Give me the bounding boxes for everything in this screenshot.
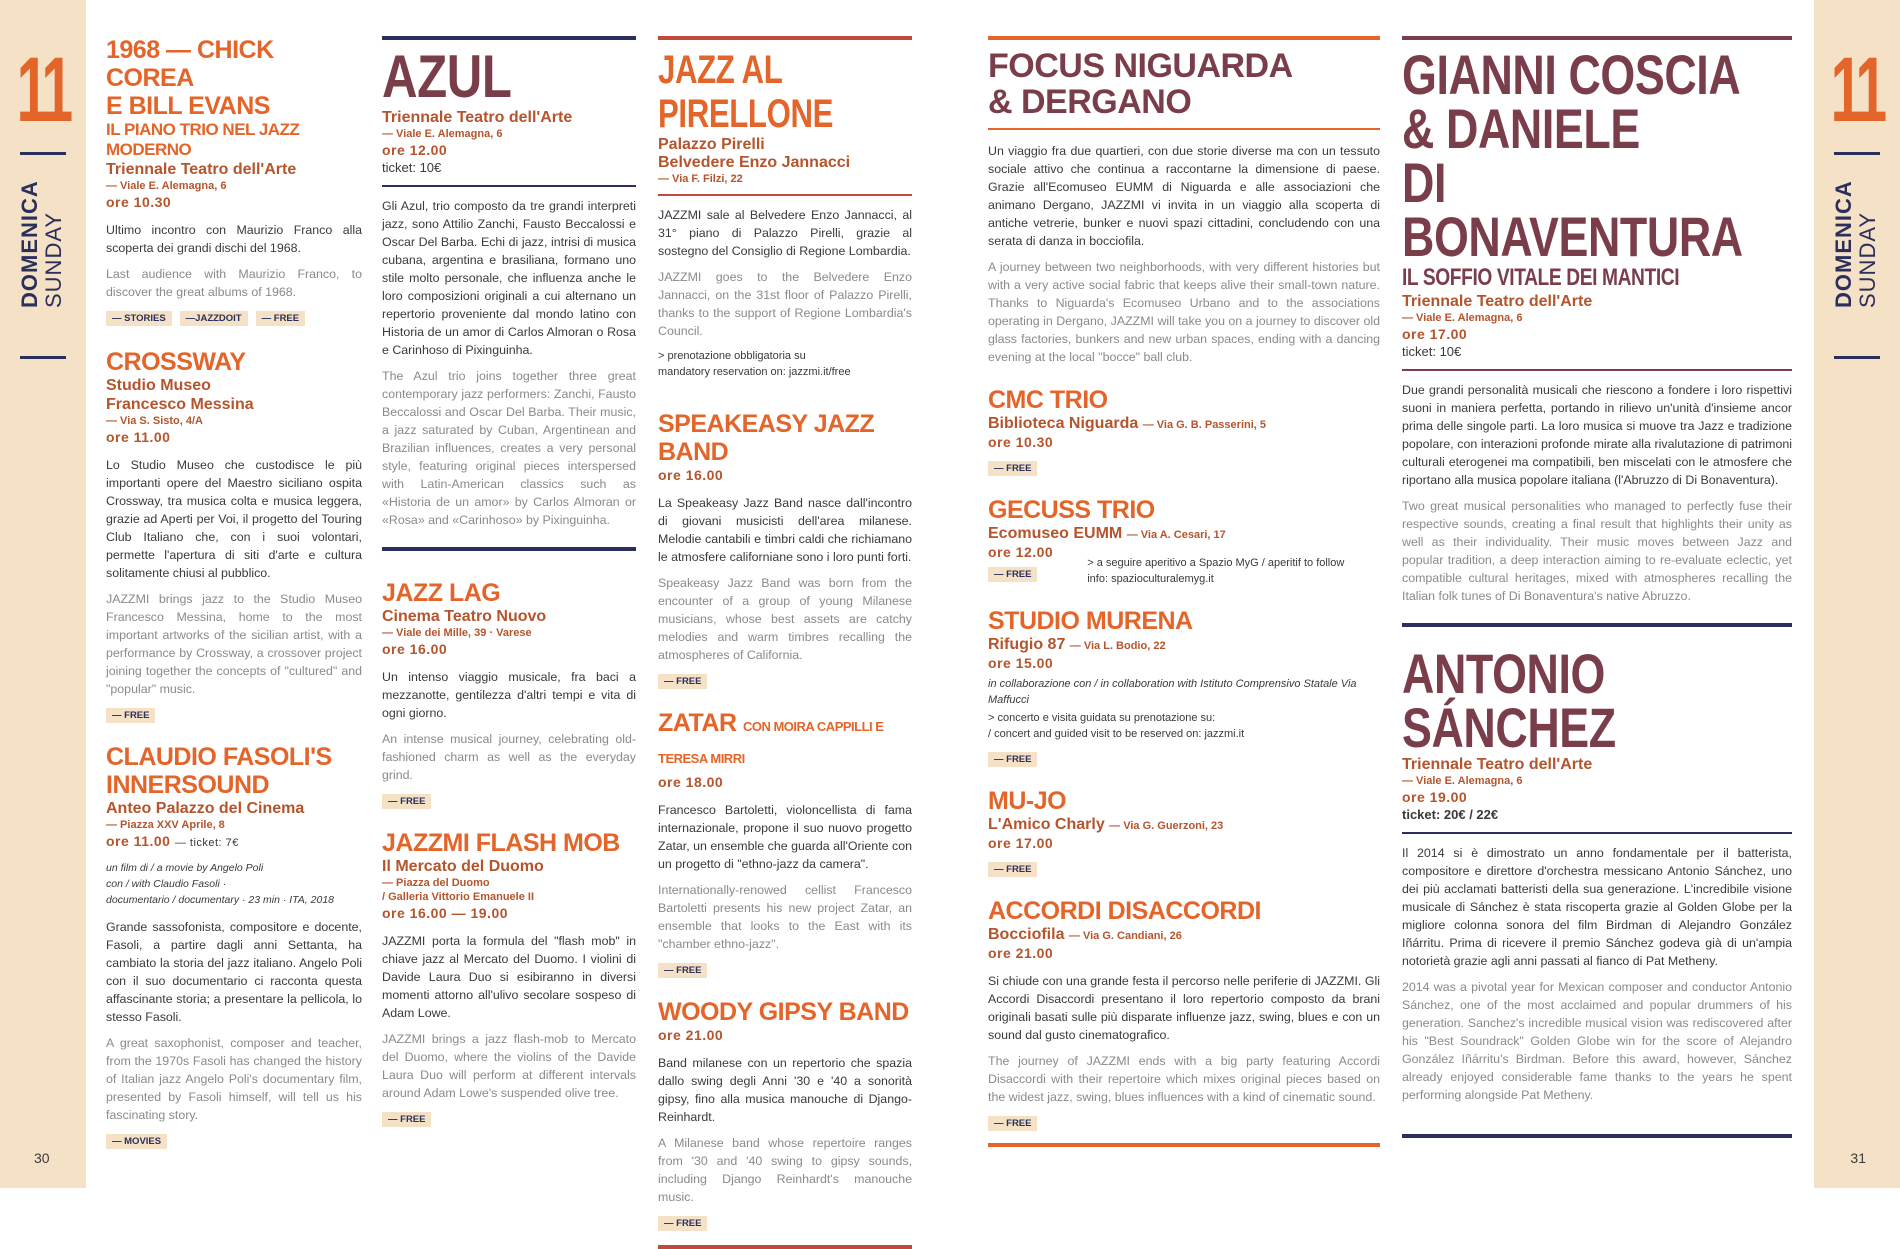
tags xyxy=(106,1134,362,1149)
event-desc-en: A great saxophonist, composer and teacher, from the 1970s Fasoli has changed the history of Italian jazz Angelo Poli's documentary film, presented by Fasoli himself, will tell us his fascinating story. xyxy=(106,1036,362,1122)
divider xyxy=(658,194,912,196)
event-time: ore 10.30 xyxy=(988,434,1054,450)
aperitif-note: > a seguire aperitivo a Spazio MyG / aperitif to follow info: spazioculturalemyg.it xyxy=(1087,557,1345,585)
divider xyxy=(1834,152,1880,155)
event-desc-it: Ultimo incontro con Maurizio Franco alla scoperta dei grandi dischi del 1968. xyxy=(106,223,362,255)
ticket-price: ticket: 20€ / 22€ xyxy=(1402,807,1499,822)
venue-name: Biblioteca Niguarda xyxy=(988,415,1139,432)
event-title: 1968 — CHICK COREA E BILL EVANS xyxy=(106,36,274,120)
event-desc-en: A Milanese band whose repertoire ranges from '30 and '40 swing to gipsy sounds, including Django Reinhardt's manouche music. xyxy=(658,1136,912,1204)
event-desc-en: The Azul trio joins together three great contemporary jazz performers: Zanchi, Fausto Beccalossi and Oscar Del Barba. Their music, a jazz saturated by Cuban, Argentinean and Brazilian influences, creates a very personal style, featuring original pieces interspersed with Latin-American classics such as «Historia de un amor» by Carlos Almoran or «Rosa» and «Carinhoso» by Pixinguinha. xyxy=(382,369,636,527)
event-address: — Via L. Bodio, 22 xyxy=(1069,640,1166,652)
event-time: ore 17.00 xyxy=(1402,326,1468,342)
tags xyxy=(658,963,912,978)
event-title: ACCORDI DISACCORDI xyxy=(988,897,1261,925)
divider xyxy=(20,356,66,359)
left-day-strip xyxy=(0,0,86,1188)
ticket-price: ticket: 10€ xyxy=(1402,344,1462,359)
event-antonio-sanchez xyxy=(1402,642,1792,1104)
section-desc-it: Un viaggio fra due quartieri, con due storie diverse ma con un tessuto sociale attivo che continua a raccontarne la dimensione di paese. Grazie all'Ecomuseo EUMM di Niguarda e alle associazioni che animano Dergano, JAZZMI vi invita in un viaggio alla scoperta di antiche vetrerie, bunker e nuovi spazi cittadini, concludendo con una serata di danza in bocciofila. xyxy=(988,144,1380,248)
event-title: ANTONIO SÁNCHEZ xyxy=(1402,642,1616,759)
event-address: — Viale E. Alemagna, 6 xyxy=(1402,312,1523,324)
event-desc-it: Francesco Bartoletti, violoncellista di fama internazionale, propone il suo nuovo progetto Zatar, un ensemble che guarda all'Oriente con un progetto di "ethno-jazz da camera". xyxy=(658,803,912,871)
time-and-note xyxy=(988,543,1380,587)
event-desc-en: Two great musical personalities who managed to perfectly fuse their respective sounds, creating a final result that highlights their unity as well as their individuality. Their music moves between Jazz and popular tradition, a deep interaction aiming to re-evaluate eclectic, yet compatible cultural heritages, mixed with atmospheres recalling the Italian folk tunes of Di Bonaventura's native Abruzzo. xyxy=(1402,499,1792,603)
venue-name: Rifugio 87 xyxy=(988,636,1066,653)
event-desc-en: JAZZMI goes to the Belvedere Enzo Jannacci, on the 31st floor of Palazzo Pirelli, thanks to the support of Regione Lombardia's Council. xyxy=(658,270,912,338)
event-desc-en: The journey of JAZZMI ends with a big party featuring Accordi Disaccordi with their repertoire which mixes original pieces based on the widest jazz, swing, blues influences with a kind of cinematic sound. xyxy=(988,1054,1380,1104)
ticket-price: — ticket: 7€ xyxy=(174,837,239,849)
tags xyxy=(106,311,362,326)
event-desc-en: JAZZMI brings jazz to the Studio Museo Francesco Messina, home to the most important artworks of the sicilian artist, with a performance by Crossway, a crossover project joining together the concepts of "cultured" and "popular" music. xyxy=(106,592,362,696)
event-subtitle: IL PIANO TRIO NEL JAZZ MODERNO xyxy=(106,120,300,159)
title-main: ZATAR xyxy=(658,709,737,737)
tag-jazzdoit[interactable]: —JAZZDOIT xyxy=(180,311,248,326)
event-desc-it: Lo Studio Museo che custodisce le più importanti opere del Maestro siciliano ospita Crossway, tra musica colta e musica leggera, grazie ad Aperti per Voi, il progetto del Touring Club Italiano che, con i suoi volontari, permette l'apertura di siti d'arte e cultura solitamente chiusi al pubblico. xyxy=(106,458,362,580)
day-italian: DOMENICA xyxy=(1831,180,1856,308)
tag-free[interactable]: — FREE xyxy=(658,1216,707,1231)
event-desc-it: Band milanese con un repertorio che spazia dallo swing degli Anni '30 e '40 a sonorità gipsy, fino alla musica manouche di Django-Reinhardt. xyxy=(658,1056,912,1124)
page-number: 30 xyxy=(34,1150,50,1166)
column-2 xyxy=(382,36,636,1127)
event-address: — Via S. Sisto, 4/A xyxy=(106,415,203,427)
day-italian: DOMENICA xyxy=(17,180,42,308)
event-subtitle: IL SOFFIO VITALE DEI MANTICI xyxy=(1402,264,1680,291)
venue-name: Ecomuseo EUMM xyxy=(988,525,1123,542)
tags xyxy=(382,1112,636,1127)
tag-free[interactable]: — FREE xyxy=(988,1116,1037,1131)
divider xyxy=(988,36,1380,40)
film-credits: un film di / a movie by Angelo Poli con / with Claudio Fasoli · documentario / documentary · 23 min · ITA, 2018 xyxy=(106,862,334,906)
event-desc-it: Due grandi personalità musicali che riescono a fondere i loro rispettivi suoni in maniera perfetta, portando in rilievo un'unità d'insieme ancor prima delle singole parti. La loro musica si muove tra Jazz e tradizione popolare, con interazioni profonde mirate alla rivalutazione di patrimoni culturali eterogenei ma compatibili, ben miscelati con le atmosfere che riportano alla musica popolare italiana (l'Abruzzo di Di Bonaventura). xyxy=(1402,383,1792,487)
tags xyxy=(658,674,912,689)
tag-movies[interactable]: — MOVIES xyxy=(106,1134,167,1149)
tags xyxy=(106,708,362,723)
event-title: MU-JO xyxy=(988,787,1067,815)
event-venue xyxy=(988,925,1380,944)
column-4 xyxy=(988,36,1380,1147)
day-number: 11 xyxy=(16,39,70,141)
event-address: — Viale dei Mille, 39 · Varese xyxy=(382,627,532,639)
divider xyxy=(1834,356,1880,359)
divider xyxy=(988,128,1380,130)
event-time: ore 16.00 xyxy=(658,467,724,483)
event-time: ore 11.00 xyxy=(106,429,171,445)
event-desc-en: 2014 was a pivotal year for Mexican composer and conductor Antonio Sánchez, one of the most acclaimed and popular drummers of his generation. Sanchez's incredible musical vision was rediscovered after his "Best Soundrack" Golden Globe win for the score of Alejandro González Iñárritu's Birdman. Before this award, however, Sánchez already enjoyed considerable fame thanks to the years he spent performing alongside Pat Metheny. xyxy=(1402,980,1792,1102)
page-number: 31 xyxy=(1850,1150,1866,1166)
event-time: ore 16.00 xyxy=(382,641,448,657)
event-time: ore 21.00 xyxy=(988,945,1054,961)
event-desc-it: Un intenso viaggio musicale, fra baci a mezzanotte, gentilezza d'altri tempi e vita di ogni giorno. xyxy=(382,670,636,720)
event-cmc-trio xyxy=(988,386,1380,476)
divider xyxy=(382,547,636,551)
event-chick-corea xyxy=(106,36,362,326)
event-jazz-pirellone xyxy=(658,48,912,380)
event-time: ore 16.00 — 19.00 xyxy=(382,905,509,921)
event-address: — Via A. Cesari, 17 xyxy=(1126,529,1226,541)
tag-free[interactable]: — FREE xyxy=(988,461,1037,476)
event-desc-it: Grande sassofonista, compositore e docente, Fasoli, a partire dagli anni Settanta, ha cambiato la storia del jazz italiano. Angelo Poli con il suo documentario ci racconta questa affascinante storia; a presentare la pellicola, lo stesso Fasoli. xyxy=(106,920,362,1024)
tag-free[interactable]: — FREE xyxy=(106,708,155,723)
day-english: SUNDAY xyxy=(41,211,66,308)
event-mu-jo xyxy=(988,787,1380,877)
day-english: SUNDAY xyxy=(1855,211,1880,308)
tags xyxy=(658,1216,912,1231)
event-title: GIANNI COSCIA & DANIELE DI BONAVENTURA xyxy=(1402,43,1743,268)
event-address: — Viale E. Alemagna, 6 xyxy=(382,128,503,140)
event-title: GECUSS TRIO xyxy=(988,496,1155,524)
tag-free[interactable]: — FREE xyxy=(382,1112,431,1127)
event-studio-murena xyxy=(988,607,1380,767)
reservation-note: > prenotazione obbligatoria su mandatory reservation on: jazzmi.it/free xyxy=(658,350,851,378)
column-1 xyxy=(106,36,362,1149)
time-and-tag xyxy=(988,543,1053,587)
tag-free[interactable]: — FREE xyxy=(256,311,305,326)
event-venue: Triennale Teatro dell'Arte xyxy=(1402,756,1593,773)
divider xyxy=(1402,623,1792,627)
tag-free[interactable]: — FREE xyxy=(658,674,707,689)
divider xyxy=(1402,369,1792,371)
event-title: JAZZ LAG xyxy=(382,579,501,607)
event-zatar xyxy=(658,709,912,978)
divider xyxy=(988,1143,1380,1147)
event-desc-en: JAZZMI brings a jazz flash-mob to Mercato del Duomo, where the violins of the Davide Laura Duo will perform at different intervals around Adam Lowe's suspended olive tree. xyxy=(382,1032,636,1100)
event-jazz-lag xyxy=(382,579,636,809)
event-time: ore 18.00 xyxy=(658,774,724,790)
event-address: — Viale E. Alemagna, 6 xyxy=(106,180,227,192)
event-speakeasy xyxy=(658,410,912,689)
tag-free[interactable]: — FREE xyxy=(658,963,707,978)
tag-free[interactable]: — FREE xyxy=(988,752,1037,767)
tag-stories[interactable]: — STORIES xyxy=(106,311,172,326)
event-time: ore 17.00 xyxy=(988,835,1054,851)
event-address: — Piazza del Duomo / Galleria Vittorio Emanuele II xyxy=(382,877,535,903)
event-venue: Triennale Teatro dell'Arte xyxy=(106,161,297,178)
event-desc-en: An intense musical journey, celebrating old-fashioned charm as well as the everyday grind. xyxy=(382,732,636,782)
event-venue xyxy=(988,414,1380,433)
time-value: ore 11.00 xyxy=(106,833,171,849)
event-venue: Il Mercato del Duomo xyxy=(382,858,544,875)
event-desc-en: Speakeasy Jazz Band was born from the encounter of a group of young Milanese musicians, whose best assets are catchy melodies and warm timbres recalling the atmospheres of California. xyxy=(658,576,912,662)
event-desc-it: Il 2014 si è dimostrato un anno fondamentale per il batterista, compositore e direttore d'orchestra messicano Antonio Sánchez, uno dei più acclamati batteristi della sua generazione. L'incredibile visione musicale di Sánchez è stata riscoperta grazie al Golden Globe per la migliore colonna sonora del film Birdman di Alejandro González Iñárritu. Prima di ricevere il premio Sánchez godeva già di un'ampia notorietà grazie agli anni passati al fianco di Pat Metheny. xyxy=(1402,846,1792,968)
event-venue: Studio Museo Francesco Messina xyxy=(106,377,254,413)
column-3 xyxy=(658,36,912,1249)
event-title: AZUL xyxy=(382,43,512,110)
event-address: — Piazza XXV Aprile, 8 xyxy=(106,819,225,831)
tags xyxy=(988,1116,1380,1131)
divider xyxy=(658,36,912,40)
event-time xyxy=(106,832,362,852)
event-woody-gipsy xyxy=(658,998,912,1249)
divider xyxy=(20,152,66,155)
event-time: ore 12.00 xyxy=(988,544,1054,560)
event-title: JAZZ AL PIRELLONE xyxy=(658,48,834,136)
focus-niguarda-section xyxy=(988,48,1380,366)
event-desc-it: JAZZMI sale al Belvedere Enzo Jannacci, al 31° piano di Palazzo Pirelli, grazie al sostegno del Consiglio di Regione Lombardia. xyxy=(658,208,912,258)
event-address: — Via G. Guerzoni, 23 xyxy=(1109,820,1224,832)
event-address: — Via G. B. Passerini, 5 xyxy=(1142,419,1267,431)
tag-free[interactable]: — FREE xyxy=(988,567,1037,582)
event-desc-it: La Speakeasy Jazz Band nasce dall'incontro di giovani musicisti dell'area milanese. Melodie cantabili e timbri caldi che richiamano le atmosfere californiane sono i loro punti forti. xyxy=(658,496,912,564)
event-title: STUDIO MURENA xyxy=(988,607,1193,635)
event-time: ore 10.30 xyxy=(106,194,172,210)
event-desc-it: JAZZMI porta la formula del "flash mob" in chiave jazz al Mercato del Duomo. I violini di Davide Laura Duo si esibiranno in diversi momenti attorno all'ulivo secolare sospeso di Adam Lowe. xyxy=(382,934,636,1020)
event-time: ore 15.00 xyxy=(988,655,1054,671)
day-label xyxy=(1832,168,1882,308)
event-title: CLAUDIO FASOLI'S INNERSOUND xyxy=(106,743,332,799)
right-day-strip xyxy=(1814,0,1900,1188)
tags xyxy=(988,752,1380,767)
event-accordi-disaccordi xyxy=(988,897,1380,1147)
event-time: ore 19.00 xyxy=(1402,789,1468,805)
reservation-note: > concerto e visita guidata su prenotazione su: / concert and guided visit to be reserved on: jazzmi.it xyxy=(988,712,1245,740)
event-desc-en: Internationally-renowed cellist Francesco Bartoletti presents his new project Zatar, an ensemble that looks to the East with its "chamber ethno-jazz". xyxy=(658,883,912,951)
event-time: ore 12.00 xyxy=(382,142,448,158)
event-azul xyxy=(382,43,636,529)
event-venue: Triennale Teatro dell'Arte xyxy=(382,109,573,126)
event-coscia-bonaventura xyxy=(1402,43,1792,605)
section-desc-en: A journey between two neighborhoods, with very different histories but with a very active social fabric that keeps alive their small-town nature. Thanks to Niguarda's Ecomuseo Urbano and to the associations operating in Dergano, JAZZMI will take you on a journey to discover old glass factories, bunkers and new urban spaces, ending with a dancing evening at the local "bocce" ball club. xyxy=(988,260,1380,364)
event-desc-it: Gli Azul, trio composto da tre grandi interpreti jazz, sono Attilio Zanchi, Fausto Beccalossi e Oscar Del Barba. Echi di jazz, intrisi di musica cubana, argentina e brasiliana, formano uno stile molto personale, che influenza anche le loro composizioni originali a cui alternano un repertorio proveniente dal mondo latino con Historia de un amor di Carlos Almoran o Rosa e Carinhoso di Pixinguinha. xyxy=(382,199,636,357)
title-guests: CON MOIRA CAPPILLI E TERESA MIRRI xyxy=(658,719,884,766)
event-address: — Via G. Candiani, 26 xyxy=(1068,930,1182,942)
event-venue: Cinema Teatro Nuovo xyxy=(382,608,547,625)
event-desc-en: Last audience with Maurizio Franco, to discover the great albums of 1968. xyxy=(106,267,362,299)
divider xyxy=(658,1245,912,1249)
event-title: SPEAKEASY JAZZ BAND xyxy=(658,410,875,466)
event-venue: Triennale Teatro dell'Arte xyxy=(1402,293,1593,310)
event-crossway xyxy=(106,348,362,723)
event-flash-mob xyxy=(382,829,636,1127)
collaboration-note: in collaborazione con / in collaboration with Istituto Comprensivo Statale Via Maffucci xyxy=(988,678,1357,706)
venue-name: Bocciofila xyxy=(988,926,1065,943)
tags xyxy=(988,862,1380,877)
divider xyxy=(382,36,636,40)
event-address: — Viale E. Alemagna, 6 xyxy=(1402,775,1523,787)
event-desc-it: Si chiude con una grande festa il percorso nelle periferie di JAZZMI. Gli Accordi Disaccordi presentano il loro repertorio composto da brani originali basati sulle più disparate influenze jazz, swing, blues e con un sound dal gusto cinematografico. xyxy=(988,974,1380,1042)
tag-free[interactable]: — FREE xyxy=(988,862,1037,877)
day-number: 11 xyxy=(1830,39,1884,141)
event-address: — Via F. Filzi, 22 xyxy=(658,173,743,185)
event-title: CROSSWAY xyxy=(106,348,246,376)
event-claudio-fasoli xyxy=(106,743,362,1149)
event-venue xyxy=(988,635,1380,654)
tags xyxy=(988,461,1380,476)
divider xyxy=(1402,1134,1792,1138)
event-venue xyxy=(988,524,1380,543)
tags xyxy=(988,567,1053,582)
tag-free[interactable]: — FREE xyxy=(382,794,431,809)
event-title: WOODY GIPSY BAND xyxy=(658,998,909,1026)
event-venue xyxy=(988,815,1380,834)
column-5 xyxy=(1402,36,1792,1104)
venue-name: L'Amico Charly xyxy=(988,816,1105,833)
event-venue: Anteo Palazzo del Cinema xyxy=(106,800,305,817)
section-title: FOCUS NIGUARDA & DERGANO xyxy=(988,47,1293,121)
event-time: ore 21.00 xyxy=(658,1027,724,1043)
ticket-price: ticket: 10€ xyxy=(382,160,442,175)
event-gecuss-trio xyxy=(988,496,1380,587)
event-title: JAZZMI FLASH MOB xyxy=(382,829,620,857)
event-title: CMC TRIO xyxy=(988,386,1108,414)
divider xyxy=(1402,832,1792,834)
divider xyxy=(382,185,636,187)
divider xyxy=(1402,36,1792,40)
day-label xyxy=(18,168,68,308)
tags xyxy=(382,794,636,809)
event-title xyxy=(658,709,912,773)
event-venue: Palazzo Pirelli Belvedere Enzo Jannacci xyxy=(658,136,851,171)
